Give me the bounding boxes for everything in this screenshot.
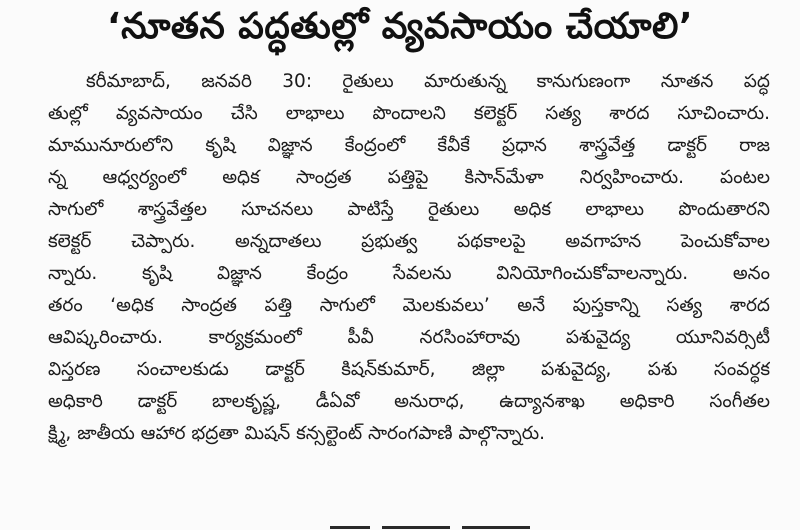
article-line: న్న ఆధ్వర్యంలో అధిక సాంద్రత పత్తిపై కిసాన్‌మేళా నిర్వహించారు. పంటల: [48, 167, 770, 188]
article-line: కలెక్టర్ చెప్పారు. అన్నదాతలు ప్రభుత్వ పథకాలపై అవగాహన పెంచుకోవాల: [48, 231, 770, 252]
article-line: విస్తరణ సంచాలకుడు డాక్టర్ కిషన్‌కుమార్, జిల్లా పశువైద్య, పశు సంవర్ధక: [48, 359, 770, 380]
article-line: తరం ‘అధిక సాంద్రత పత్తి సాగులో మెలకువలు’ అనే పుస్తకాన్ని సత్య శారద: [48, 295, 770, 316]
article-line: తుల్లో వ్యవసాయం చేసి లాభాలు పొందాలని కలెక్టర్ సత్య శారద సూచించారు.: [48, 103, 770, 124]
article-line: అధికారి డాక్టర్ బాలకృష్ణ, డీఏవో అనురాధ, ఉద్యానశాఖ అధికారి సంగీతల: [48, 391, 770, 412]
article-line: మామునూరులోని కృషి విజ్ఞాన కేంద్రంలో కేవీకే ప్రధాన శాస్త్రవేత్త డాక్టర్ రాజ: [48, 135, 770, 156]
article-body: [48, 66, 770, 450]
article-line: కరీమాబాద్, జనవరి 30: రైతులు మారుతున్న కానుగుణంగా నూతన పద్ధ: [86, 71, 770, 92]
article-line: న్నారు. కృషి విజ్ఞాన కేంద్రం సేవలను వినియోగించుకోవాలన్నారు. అనం: [48, 263, 770, 284]
article-line: క్ష్మి, జాతీయ ఆహార భద్రతా మిషన్ కన్సల్టెంట్ సారంగపాణి పాల్గొన్నారు.: [48, 423, 546, 444]
article-headline: ‘నూతన పద్ధతుల్లో వ్యవసాయం చేయాలి’: [106, 6, 694, 47]
cropped-text-fragment: [330, 521, 530, 530]
article-line: సాగులో శాస్త్రవేత్తల సూచనలు పాటిస్తే రైతులు అధిక లాభాలు పొందుతారని: [48, 199, 770, 220]
article-line: ఆవిష్కరించారు. కార్యక్రమంలో పీవీ నరసింహారావు పశువైద్య యూనివర్సిటీ: [48, 327, 770, 348]
